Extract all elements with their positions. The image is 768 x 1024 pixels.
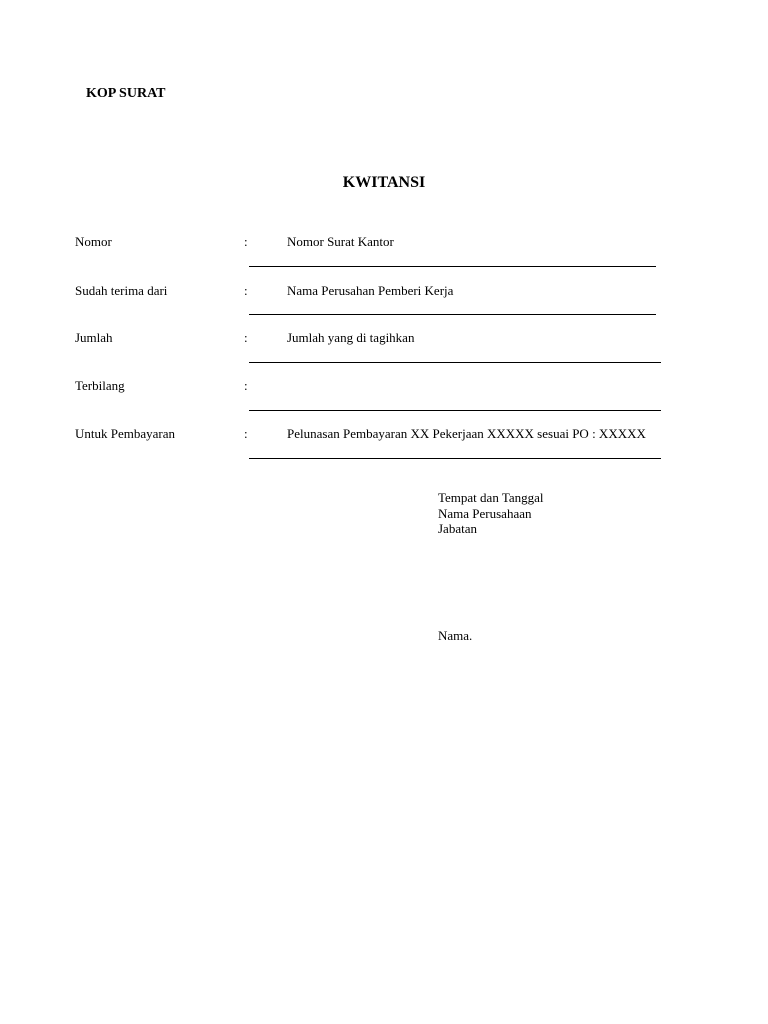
field-underline xyxy=(249,314,656,315)
field-colon: : xyxy=(244,234,248,249)
place-date-text: Tempat dan Tanggal xyxy=(438,490,544,505)
field-underline xyxy=(249,362,661,363)
field-colon: : xyxy=(244,283,248,298)
field-value: Jumlah yang di tagihkan xyxy=(287,330,415,345)
field-colon: : xyxy=(244,378,248,393)
field-label: Untuk Pembayaran xyxy=(75,426,176,441)
field-underline xyxy=(249,266,656,267)
field-underline xyxy=(249,410,661,411)
field-colon: : xyxy=(244,426,248,441)
field-label: Terbilang xyxy=(75,378,125,393)
position-text: Jabatan xyxy=(438,521,477,536)
field-underline xyxy=(249,458,661,459)
company-name-text: Nama Perusahaan xyxy=(438,505,532,521)
letterhead-placeholder: KOP SURAT xyxy=(86,86,166,101)
signatory-name: Nama. xyxy=(438,628,473,643)
signature-block xyxy=(438,490,544,537)
field-label: Sudah terima dari xyxy=(75,283,168,298)
field-value: Nomor Surat Kantor xyxy=(287,234,394,249)
field-value: Pelunasan Pembayaran XX Pekerjaan XXXXX sesuai PO : XXXXX xyxy=(287,426,646,441)
field-label: Jumlah xyxy=(75,330,113,345)
field-label: Nomor xyxy=(75,234,112,249)
field-colon: : xyxy=(244,330,248,345)
field-value: Nama Perusahan Pemberi Kerja xyxy=(287,283,454,298)
document-title: KWITANSI xyxy=(342,174,426,191)
